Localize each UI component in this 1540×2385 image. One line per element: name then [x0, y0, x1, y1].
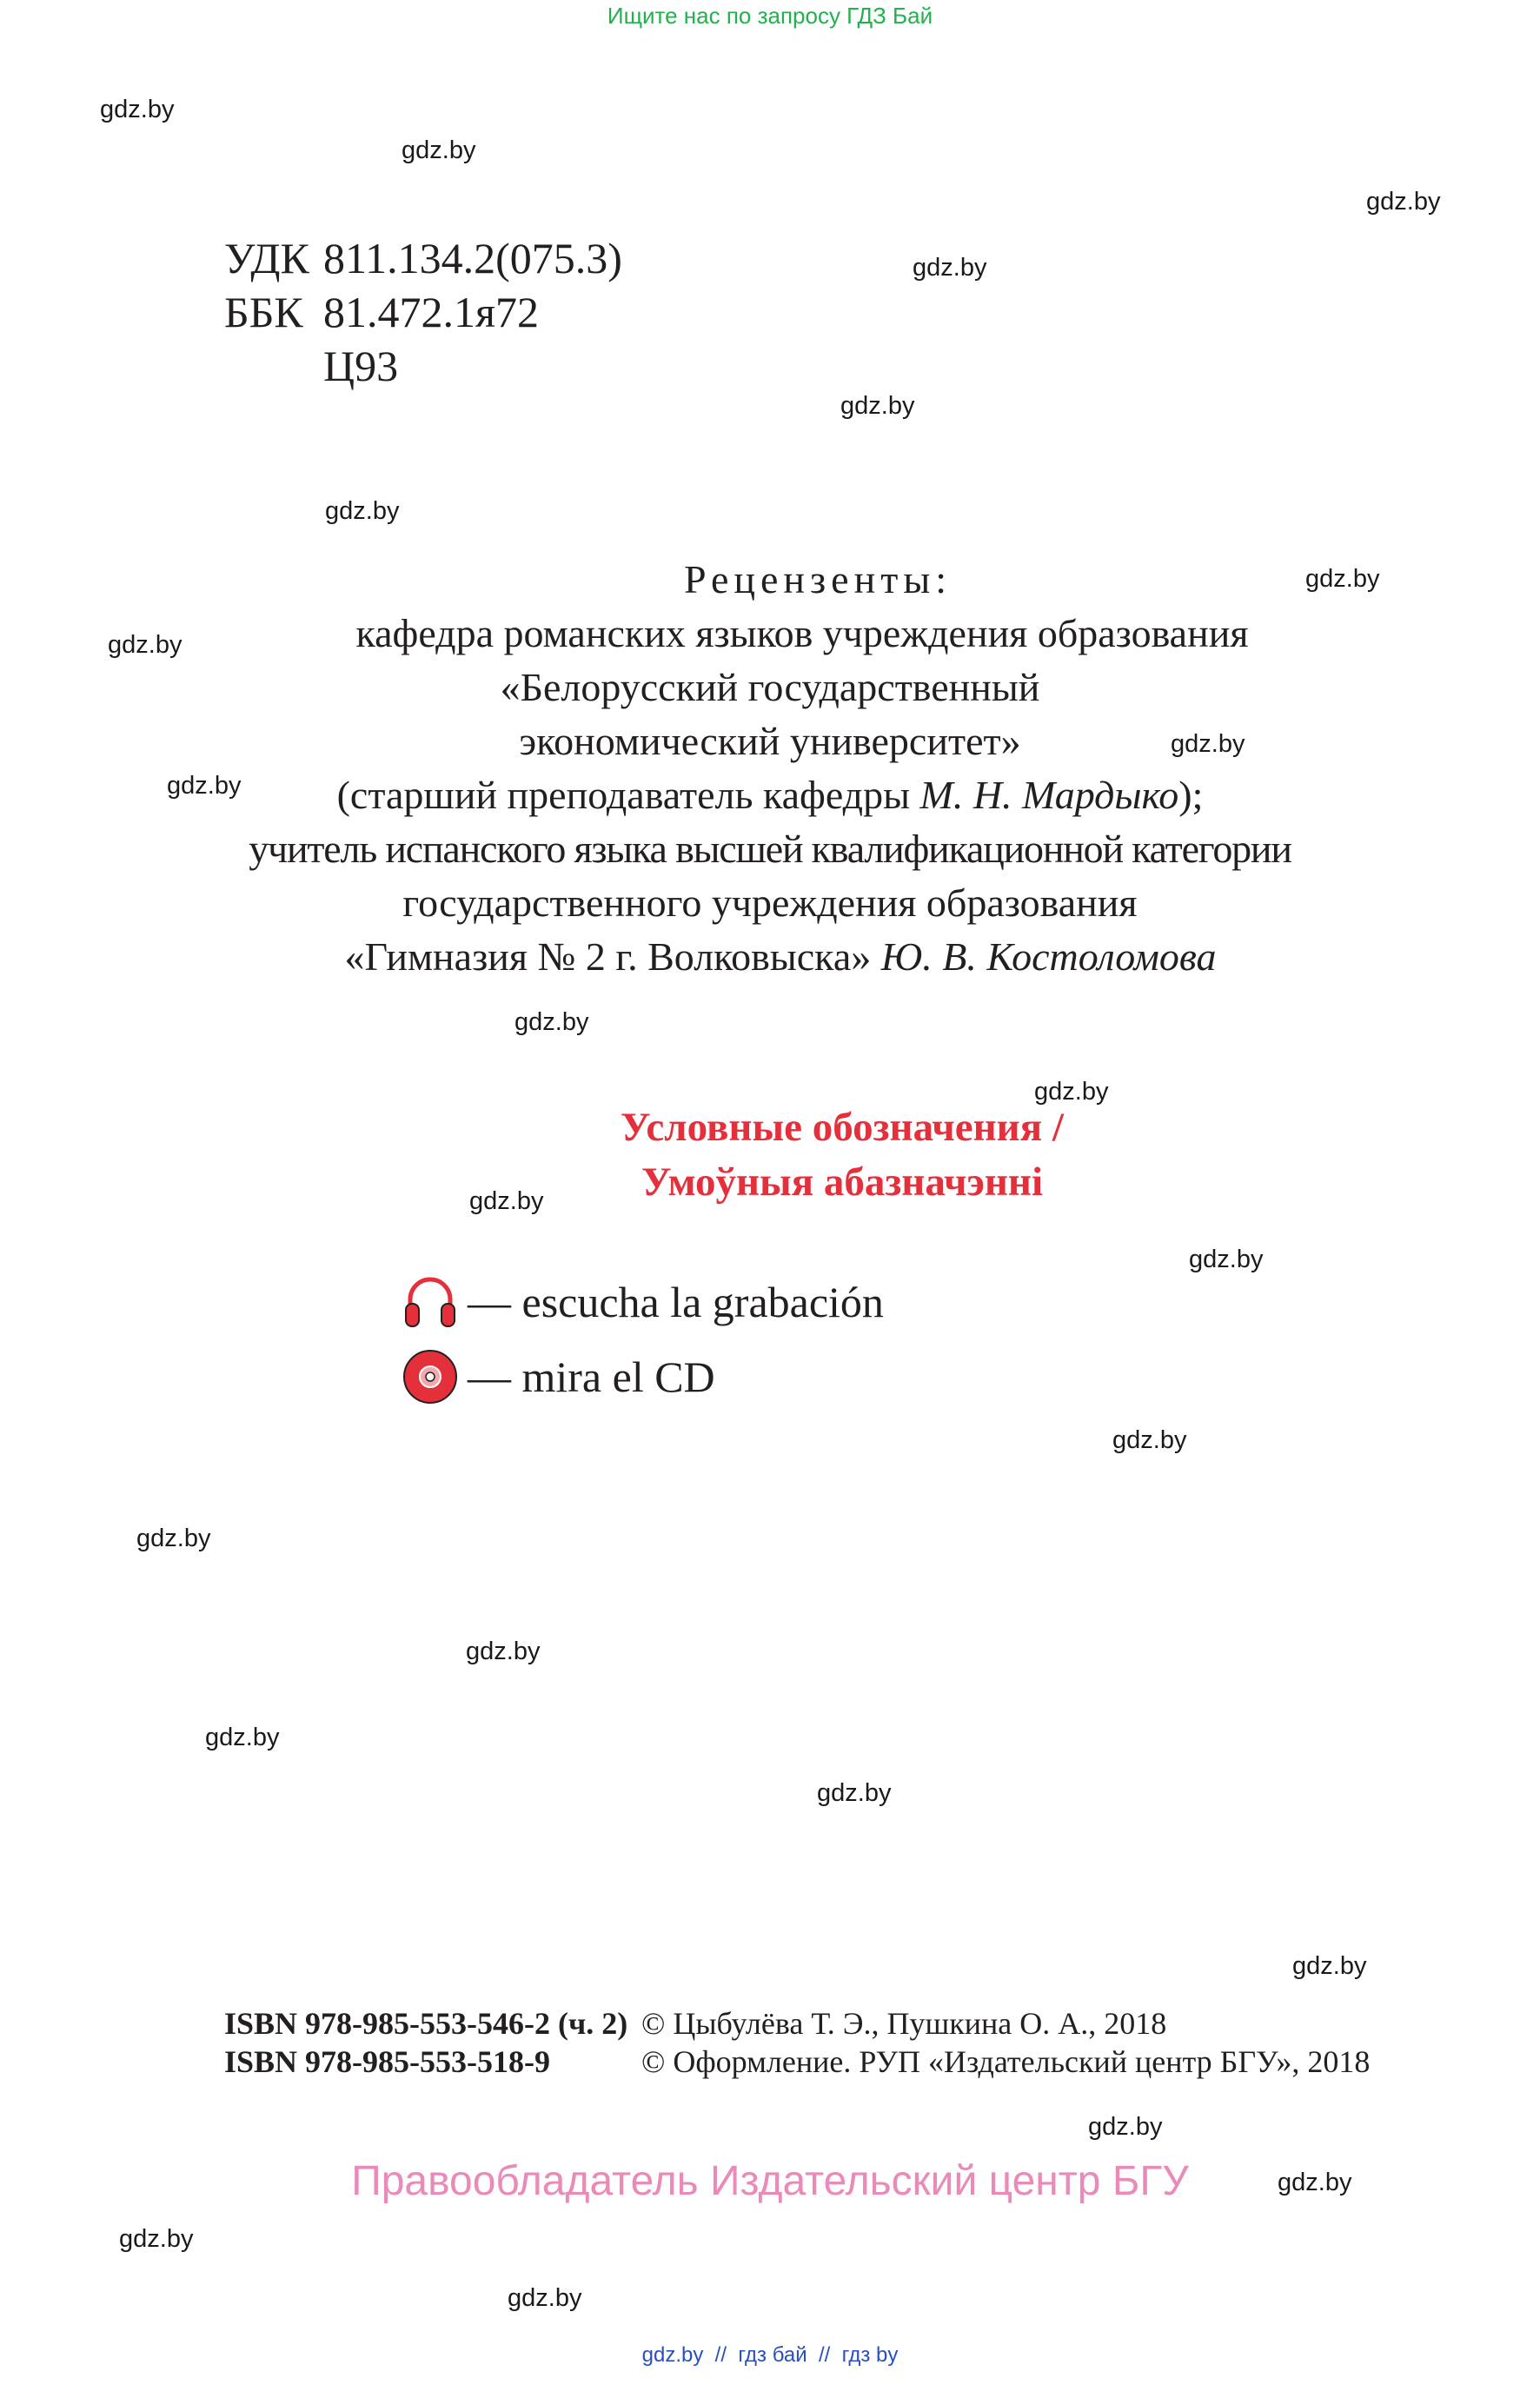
- reviewer-name: М. Н. Мардыко: [919, 773, 1179, 817]
- watermark: gdz.by: [167, 772, 242, 800]
- watermark: gdz.by: [205, 1724, 280, 1751]
- bbk-label: ББК: [224, 288, 303, 336]
- reviewers-title: Рецензенты:: [683, 557, 953, 601]
- reviewers-line: «Белорусский государственный: [500, 665, 1040, 709]
- reviewers-line: «Гимназия № 2 г. Волковыска» Ю. В. Костоломова: [344, 934, 1217, 979]
- isbn-row: [224, 2043, 1370, 2081]
- symbols-title-line1: Условные обозначения /: [621, 1105, 1064, 1150]
- isbn-block: [224, 2004, 1370, 2081]
- watermark: gdz.by: [108, 631, 183, 659]
- top-banner[interactable]: Ищите нас по запросу ГДЗ Бай: [607, 3, 933, 29]
- legend-label: — mira el CD: [468, 1352, 715, 1401]
- reviewers-line: экономический университет»: [519, 719, 1021, 763]
- author-sign: Ц93: [323, 342, 399, 390]
- watermark: gdz.by: [1292, 1952, 1367, 1980]
- watermark: gdz.by: [508, 2284, 582, 2312]
- udc-label: УДК: [224, 234, 309, 282]
- watermark: gdz.by: [1366, 188, 1441, 216]
- watermark: gdz.by: [840, 392, 915, 420]
- udc-value: 811.134.2(075.3): [323, 234, 622, 282]
- copyright-holder: Правообладатель Издательский центр БГУ: [351, 2158, 1189, 2204]
- bbk-line: [224, 285, 622, 339]
- isbn-row: [224, 2004, 1370, 2043]
- watermark: gdz.by: [325, 497, 400, 525]
- reviewer-name: Ю. В. Костоломова: [880, 934, 1217, 979]
- watermark: gdz.by: [1189, 1246, 1264, 1273]
- watermark: gdz.by: [136, 1525, 211, 1552]
- copyright-line: © Оформление. РУП «Издательский центр БГУ», 2018: [641, 2044, 1371, 2079]
- reviewers-line: (старший преподаватель кафедры М. Н. Мардыко);: [336, 773, 1204, 817]
- bbk-value: 81.472.1я72: [323, 288, 539, 336]
- watermark: gdz.by: [514, 1008, 589, 1036]
- watermark: gdz.by: [1088, 2113, 1163, 2141]
- watermark: gdz.by: [1034, 1078, 1109, 1106]
- reviewers-line: государственного учреждения образования: [402, 880, 1138, 925]
- legend-item-cd: [402, 1348, 715, 1405]
- reviewers-line: учитель испанского языка высшей квалификационной категории: [249, 827, 1291, 871]
- watermark: gdz.by: [119, 2225, 194, 2253]
- legend-item-audio: [402, 1273, 884, 1331]
- watermark: gdz.by: [1112, 1426, 1187, 1454]
- symbols-title-line2: Умоўныя абазначэнні: [641, 1159, 1044, 1205]
- watermark: gdz.by: [1171, 730, 1245, 758]
- isbn-number: ISBN 978-985-553-518-9: [224, 2044, 550, 2079]
- copyright-line: © Цыбулёва Т. Э., Пушкина О. А., 2018: [641, 2006, 1167, 2041]
- reviewers-line: кафедра романских языков учреждения образования: [355, 611, 1249, 655]
- watermark: gdz.by: [913, 254, 987, 282]
- watermark: gdz.by: [817, 1779, 892, 1807]
- watermark: gdz.by: [100, 96, 175, 123]
- watermark: gdz.by: [466, 1638, 541, 1665]
- watermark: gdz.by: [1305, 565, 1380, 593]
- headphones-icon: [402, 1273, 459, 1331]
- watermark: gdz.by: [469, 1187, 544, 1215]
- watermark: gdz.by: [1278, 2169, 1352, 2196]
- cd-icon: [402, 1348, 459, 1405]
- bottom-banner[interactable]: gdz.by // гдз бай // гдз by: [641, 2343, 899, 2367]
- legend-label: — escucha la grabación: [468, 1278, 884, 1326]
- isbn-number: ISBN 978-985-553-546-2 (ч. 2): [224, 2006, 628, 2041]
- watermark: gdz.by: [402, 136, 476, 164]
- classification-block: [224, 231, 622, 393]
- udc-line: [224, 231, 622, 285]
- author-sign-line: [224, 339, 622, 393]
